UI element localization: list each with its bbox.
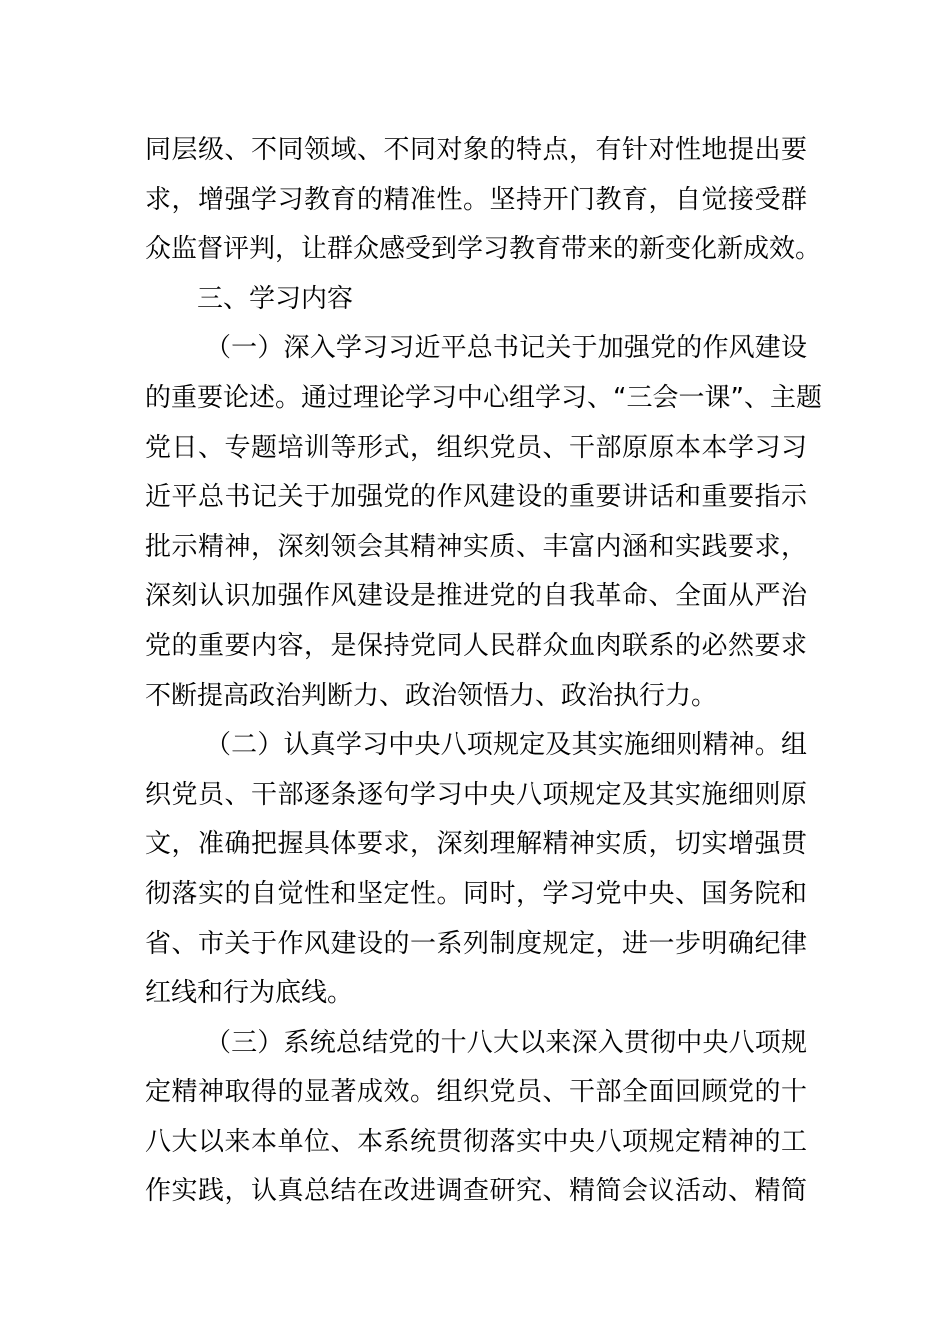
item-2-line-5: 省、市关于作风建设的一系列制度规定，进一步明确纪律	[145, 928, 807, 959]
item-1-line-7: 党的重要内容，是保持党同人民群众血肉联系的必然要求	[145, 630, 807, 661]
item-1-line-8: 不断提高政治判断力、政治领悟力、政治执行力。	[145, 680, 718, 711]
item-1-line-3: 党日、专题培训等形式，组织党员、干部原原本本学习习	[145, 432, 807, 463]
intro-line-3: 众监督评判，让群众感受到学习教育带来的新变化新成效。	[145, 234, 822, 265]
item-3-line-1: （三）系统总结党的十八大以来深入贯彻中央八项规	[205, 1027, 807, 1058]
item-1-line-4: 近平总书记关于加强党的作风建设的重要讲话和重要指示	[145, 482, 807, 513]
section-heading: 三、学习内容	[197, 283, 354, 314]
item-1-line-5: 批示精神，深刻领会其精神实质、丰富内涵和实践要求，	[145, 531, 807, 562]
item-2-line-2: 织党员、干部逐条逐句学习中央八项规定及其实施细则原	[145, 779, 807, 810]
item-1-line-1: （一）深入学习习近平总书记关于加强党的作风建设	[205, 333, 807, 364]
item-3-line-2: 定精神取得的显著成效。组织党员、干部全面回顾党的十	[145, 1077, 807, 1108]
item-1-line-6: 深刻认识加强作风建设是推进党的自我革命、全面从严治	[145, 581, 807, 612]
document-body	[145, 126, 822, 1217]
item-2-line-3: 文，准确把握具体要求，深刻理解精神实质，切实增强贯	[145, 829, 807, 860]
item-3-line-4: 作实践，认真总结在改进调查研究、精简会议活动、精简	[145, 1176, 807, 1207]
item-2-line-6: 红线和行为底线。	[145, 978, 354, 1009]
item-2-line-4: 彻落实的自觉性和坚定性。同时，学习党中央、国务院和	[145, 878, 807, 909]
item-3-line-3: 八大以来本单位、本系统贯彻落实中央八项规定精神的工	[145, 1126, 807, 1157]
intro-line-2: 求，增强学习教育的精准性。坚持开门教育，自觉接受群	[145, 184, 807, 215]
intro-line-1: 同层级、不同领域、不同对象的特点，有针对性地提出要	[145, 135, 807, 165]
item-2-line-1: （二）认真学习中央八项规定及其实施细则精神。组	[205, 730, 807, 761]
item-1-line-2: 的重要论述。通过理论学习中心组学习、“三会一课”、主题	[145, 382, 822, 413]
